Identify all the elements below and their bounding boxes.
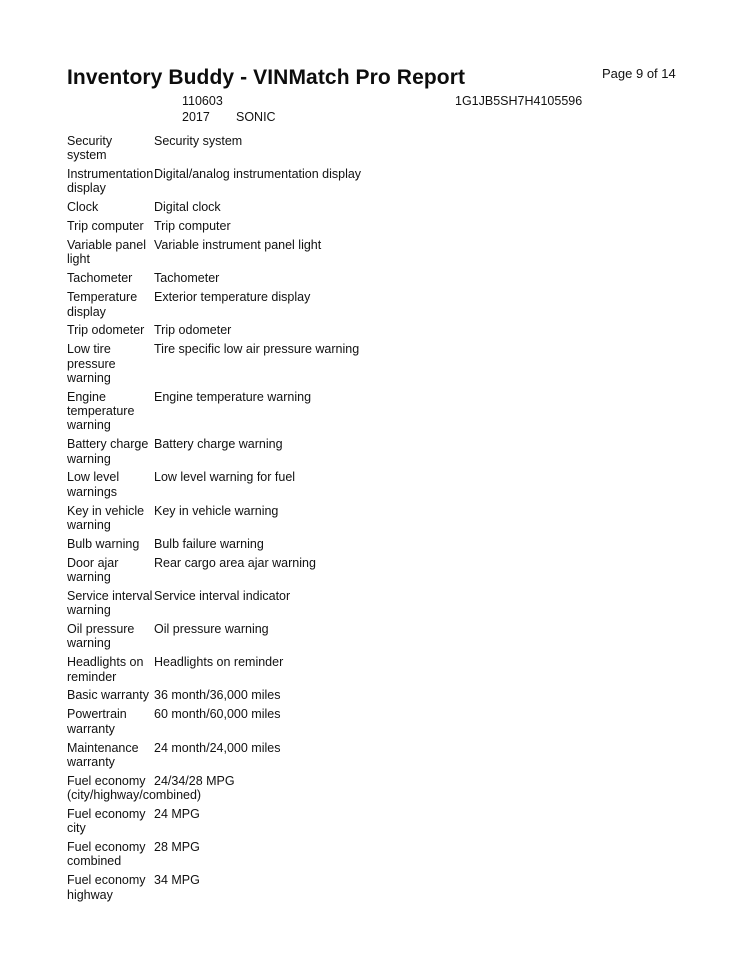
feature-name: Trip odometer [67, 323, 145, 338]
feature-value: Key in vehicle warning [154, 503, 279, 518]
page-number: Page 9 of 14 [602, 66, 676, 81]
feature-row [67, 687, 467, 706]
feature-row [67, 322, 467, 341]
feature-row [67, 773, 467, 806]
feature-row [67, 341, 467, 388]
feature-row [67, 654, 467, 687]
feature-row [67, 503, 467, 536]
feature-value: Headlights on reminder [154, 655, 284, 670]
feature-row [67, 872, 467, 905]
feature-row [67, 199, 467, 218]
feature-name: Basic warranty [67, 688, 149, 703]
report-title: Inventory Buddy - VINMatch Pro Report [67, 66, 466, 89]
feature-value: Service interval indicator [154, 588, 291, 603]
feature-name: Low tire pressure warning [67, 342, 116, 385]
feature-value: 24 MPG [154, 806, 200, 821]
feature-value: Oil pressure warning [154, 622, 269, 637]
feature-row [67, 133, 467, 166]
feature-value: 34 MPG [154, 873, 200, 888]
feature-row [67, 166, 467, 199]
feature-name: Variable panel light [67, 238, 146, 267]
feature-name: Temperature display [67, 290, 138, 319]
feature-row [67, 436, 467, 469]
feature-value: Exterior temperature display [154, 290, 311, 305]
feature-name: Low level warnings [67, 470, 120, 499]
feature-name: Fuel economy combined [67, 840, 146, 869]
feature-row [67, 289, 467, 322]
feature-name: Trip computer [67, 219, 144, 234]
feature-row [67, 218, 467, 237]
feature-row [67, 588, 467, 621]
feature-name: Battery charge warning [67, 437, 149, 466]
feature-value: Bulb failure warning [154, 536, 264, 551]
feature-table [67, 133, 467, 906]
feature-row [67, 389, 467, 436]
feature-name: Key in vehicle warning [67, 503, 145, 532]
feature-value: 24 month/24,000 miles [154, 740, 281, 755]
feature-value: Security system [154, 134, 243, 148]
feature-row [67, 806, 467, 839]
model-value: SONIC [236, 110, 276, 124]
vin-number-value: 1G1JB5SH7H4105596 [455, 94, 583, 108]
feature-value: Digital clock [154, 200, 221, 215]
feature-value: Tachometer [154, 271, 220, 286]
feature-name: Fuel economy highway [67, 873, 146, 902]
feature-value: 36 month/36,000 miles [154, 688, 281, 703]
feature-name: Fuel economy city [67, 806, 146, 836]
feature-name: Powertrain warranty [67, 707, 127, 736]
feature-value: 60 month/60,000 miles [154, 707, 281, 722]
feature-value: Low level warning for fuel [154, 470, 296, 485]
feature-name: Oil pressure warning [67, 622, 135, 651]
feature-name: Service interval warning [67, 588, 153, 618]
year-value: 2017 [182, 110, 210, 124]
feature-row [67, 555, 467, 588]
feature-value: Rear cargo area ajar warning [154, 555, 316, 570]
feature-row [67, 270, 467, 289]
feature-value: Engine temperature warning [154, 389, 312, 404]
feature-name: Engine temperature warning [67, 389, 135, 433]
feature-name: Door ajar warning [67, 555, 119, 585]
feature-value: 24/34/28 MPG [154, 773, 235, 788]
stock-number-value: 110603 [182, 94, 223, 108]
feature-value: Trip computer [154, 219, 231, 234]
feature-name: Clock [67, 200, 99, 215]
feature-name: Bulb warning [67, 536, 140, 551]
feature-row [67, 839, 467, 872]
feature-name: Headlights on reminder [67, 655, 144, 684]
feature-row [67, 740, 467, 773]
feature-value: Battery charge warning [154, 437, 283, 452]
feature-value: Tire specific low air pressure warning [154, 342, 360, 357]
feature-row [67, 621, 467, 654]
feature-row [67, 536, 467, 555]
feature-value: Variable instrument panel light [154, 238, 322, 253]
feature-value: 28 MPG [154, 840, 200, 855]
feature-name: Maintenance warranty [67, 740, 139, 769]
feature-row [67, 237, 467, 270]
feature-row [67, 469, 467, 502]
feature-name: Instrumentation display [67, 167, 154, 196]
feature-value: Digital/analog instrumentation display [154, 167, 362, 182]
feature-name: Tachometer [67, 271, 133, 286]
feature-name: Security system [67, 134, 113, 163]
feature-row [67, 706, 467, 739]
feature-name: Fuel economy (city/highway/combined) [67, 773, 202, 803]
feature-value: Trip odometer [154, 323, 232, 338]
